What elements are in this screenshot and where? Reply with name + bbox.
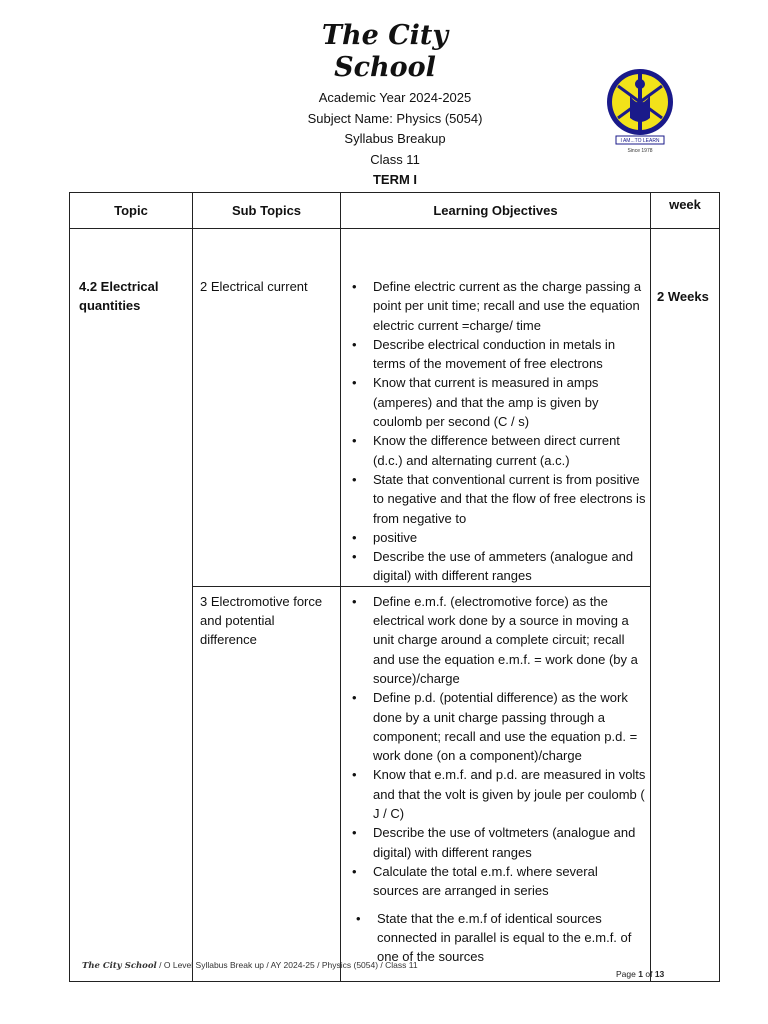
- objective-item: • Calculate the total e.m.f. where several sources are arranged in series: [341, 862, 646, 901]
- page-footer: [82, 960, 418, 971]
- syllabus-table: [69, 192, 720, 982]
- table-row: [70, 229, 720, 587]
- term-label: TERM I: [372, 172, 418, 187]
- school-title: [300, 20, 470, 84]
- page-number: [616, 969, 664, 979]
- objective-item: • Know that e.m.f. and p.d. are measured in volts and that the volt is given by joule per coulomb ( J / C): [341, 765, 646, 823]
- page-of: of: [645, 969, 653, 979]
- objective-item: • State that the e.m.f of identical sources connected in parallel is equal to the e.m.f. of one of the sources: [341, 909, 646, 967]
- footer-brand: The City School: [82, 961, 157, 971]
- document-type: Syllabus Breakup: [344, 131, 446, 146]
- school-title-line2: School: [334, 52, 436, 83]
- objective-item: • State that conventional current is from positive to negative and that the flow of free electrons is from negative to: [341, 470, 646, 528]
- page-total: 13: [654, 969, 665, 979]
- objectives-list: [341, 592, 646, 967]
- objective-item: • Know the difference between direct current (d.c.) and alternating current (a.c.): [341, 431, 646, 470]
- table-header-row: [70, 193, 720, 229]
- objective-item: • Describe the use of ammeters (analogue and digital) with different ranges: [341, 547, 646, 586]
- footer-text: / O Level Syllabus Break up / AY 2024-25 / Physics (5054) / Class 11: [159, 960, 418, 970]
- objectives-cell: [341, 586, 651, 981]
- objective-item: • Define e.m.f. (electromotive force) as the electrical work done by a source in moving a unit charge around a complete circuit; recall and use the equation e.m.f. = work done (by a source)/charge: [341, 592, 646, 688]
- page-label: Page: [616, 969, 636, 979]
- objective-item: • Describe the use of voltmeters (analogue and digital) with different ranges: [341, 823, 646, 862]
- academic-year: Academic Year 2024-2025: [318, 90, 472, 105]
- column-header-topic: Topic: [70, 193, 193, 229]
- subtopic-cell: 3 Electromotive force and potential difference: [193, 586, 341, 981]
- school-title-line1: The City: [321, 20, 449, 51]
- logo-since: Since 1978: [627, 148, 653, 154]
- subtopic-cell: 2 Electrical current: [193, 229, 341, 587]
- objectives-cell: [341, 229, 651, 587]
- objective-item: • Define electric current as the charge passing a point per unit time; recall and use the equation electric current =charge/ time: [341, 277, 646, 335]
- page-current: 1: [638, 969, 643, 979]
- column-header-objectives: Learning Objectives: [341, 193, 651, 229]
- topic-cell: 4.2 Electrical quantities: [70, 229, 193, 982]
- objective-item: • Describe electrical conduction in metals in terms of the movement of free electrons: [341, 335, 646, 374]
- school-logo-icon: [604, 66, 676, 156]
- week-cell: 2 Weeks: [651, 229, 720, 982]
- subject-name: Subject Name: Physics (5054): [307, 110, 483, 126]
- logo-motto: I AM...TO LEARN: [620, 138, 660, 144]
- column-header-subtopics: Sub Topics: [193, 193, 341, 229]
- objective-item: • Know that current is measured in amps (amperes) and that the amp is given by coulomb per second (C / s): [341, 373, 646, 431]
- objectives-list: [341, 277, 646, 586]
- objective-item: • positive: [341, 528, 646, 547]
- class-label: Class 11: [370, 151, 420, 167]
- column-header-week: week: [651, 193, 720, 229]
- document-header: [250, 88, 540, 191]
- objective-item: • Define p.d. (potential difference) as the work done by a unit charge passing through a component; recall and use the equation p.d. = work done (on a component)/charge: [341, 688, 646, 765]
